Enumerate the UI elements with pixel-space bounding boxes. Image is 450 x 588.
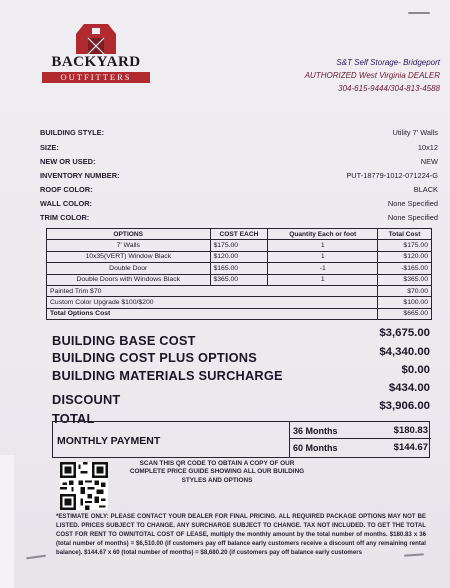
spec-label: INVENTORY NUMBER: [40,171,120,180]
column-header: Total Cost [378,229,432,240]
discount-label: DISCOUNT [52,392,121,407]
spec-row-wall-color [40,199,438,211]
option-name: 7' Walls [47,240,211,251]
option-cost: $365.00 [210,274,268,285]
dealer-name: S&T Self Storage- Bridgeport [336,58,440,67]
option-cost: $175.00 [210,240,268,251]
option-qty: 1 [268,274,378,285]
extra-option-name: Painted Trim $70 [47,285,378,296]
monthly-payment-box [52,421,430,458]
spec-value: None Specified [387,213,438,222]
staple [26,555,46,560]
spec-value: None Specified [387,199,438,208]
extra-option-total: $100.00 [378,297,432,308]
qr-code [60,462,108,510]
dealer-phones: 304-615-9444/304-813-4588 [338,84,440,93]
spec-label: WALL COLOR: [40,199,93,208]
monthly-payment-label: MONTHLY PAYMENT [57,435,161,447]
spec-row-roof-color [40,185,438,197]
table-header-row [47,229,432,240]
option-cost: $165.00 [210,263,268,274]
barn-icon [72,20,120,54]
option-qty: 1 [268,251,378,262]
spec-value: BLACK [413,185,438,194]
base-cost-label: BUILDING BASE COST [52,333,196,348]
options-table [46,228,432,320]
company-logo [36,20,156,82]
disclaimer-text: *ESTIMATE ONLY: PLEASE CONTACT YOUR DEALER FOR FINAL PRICING. ALL REQUIRED PACKAGE OPTIONS MAY NOT BE LISTED. PRICES SUBJECT TO CHANGE. ANY SURCHARGE SUBJECT TO CHANGE. TAX NOT INCLUDED. TO GET THE TOTAL COST FOR RENT TO OWN/TOTAL COST OF LEASE, multiply the monthly amount by the total number of months. $180.83 x 36 (total number of months) = $6,510.00 (if customers pay off balance early customers receive a discount off any remaining rental balance). $144.67 x 60 (total number of months) = $8,680.20 (if customers pay off balance early customers [56,513,426,556]
table-row-extra [47,285,432,296]
cost-plus-options-value: $4,340.00 [379,346,430,358]
column-header: OPTIONS [47,229,211,240]
spec-row-building-style [40,128,438,140]
spec-label: SIZE: [40,143,59,152]
option-total: $175.00 [378,240,432,251]
plan-amount: $144.67 [393,442,428,453]
table-row [47,263,432,274]
option-qty: -1 [268,263,378,274]
table-subtotal-row [47,308,432,319]
table-row [47,240,432,251]
table-row [47,274,432,285]
payment-plans [289,422,430,457]
payment-plan-60 [290,439,431,456]
spec-row-inventory-number [40,171,438,183]
spec-row-new-or-used [40,157,438,169]
qr-instructions: SCAN THIS QR CODE TO OBTAIN A COPY OF OUR COMPLETE PRICE GUIDE SHOWING ALL OUR BUILDING STYLES AND OPTIONS [129,460,305,484]
spec-row-size [40,143,438,155]
spec-label: ROOF COLOR: [40,185,93,194]
plan-term: 60 Months [293,443,338,453]
logo-subwordmark: OUTFITTERS [42,72,150,83]
cost-plus-options-label: BUILDING COST PLUS OPTIONS [52,350,257,365]
option-name: Double Door [47,263,211,274]
spec-label: NEW OR USED: [40,157,96,166]
spec-value: Utility 7' Walls [392,128,438,137]
plan-term: 36 Months [293,426,338,436]
option-name: 10x35(VERT) Window Black [47,251,211,262]
dealer-authorized: AUTHORIZED West Virginia DEALER [304,71,440,80]
spec-label: TRIM COLOR: [40,213,90,222]
option-total: -$165.00 [378,263,432,274]
logo-wordmark: BACKYARD [51,54,141,70]
plan-amount: $180.83 [393,425,428,436]
discount-value: $434.00 [388,382,430,394]
dealer-info [305,56,440,95]
column-header: COST EACH [210,229,268,240]
spec-value: NEW [420,157,438,166]
paper-edge [0,455,14,588]
subtotal-value: $665.00 [378,308,432,319]
surcharge-value: $0.00 [401,364,430,376]
subtotal-label: Total Options Cost [47,308,378,319]
spec-row-trim-color [40,213,438,225]
option-total: $120.00 [378,251,432,262]
option-name: Double Doors with Windows Black [47,274,211,285]
surcharge-label: BUILDING MATERIALS SURCHARGE [52,368,283,383]
spec-value: PUT-18779-1012-071224-G [346,171,438,180]
base-cost-value: $3,675.00 [379,327,430,339]
option-cost: $120.00 [210,251,268,262]
total-label: TOTAL [52,411,95,426]
option-qty: 1 [268,240,378,251]
total-value: $3,906.00 [379,400,430,412]
spec-value: 10x12 [417,143,438,152]
table-row-extra [47,297,432,308]
payment-plan-36 [290,422,431,439]
extra-option-total: $70.00 [378,285,432,296]
table-row [47,251,432,262]
extra-option-name: Custom Color Upgrade $100/$200 [47,297,378,308]
column-header: Quantity Each or foot [268,229,378,240]
spec-label: BUILDING STYLE: [40,128,105,137]
staple [408,12,430,14]
option-total: $365.00 [378,274,432,285]
